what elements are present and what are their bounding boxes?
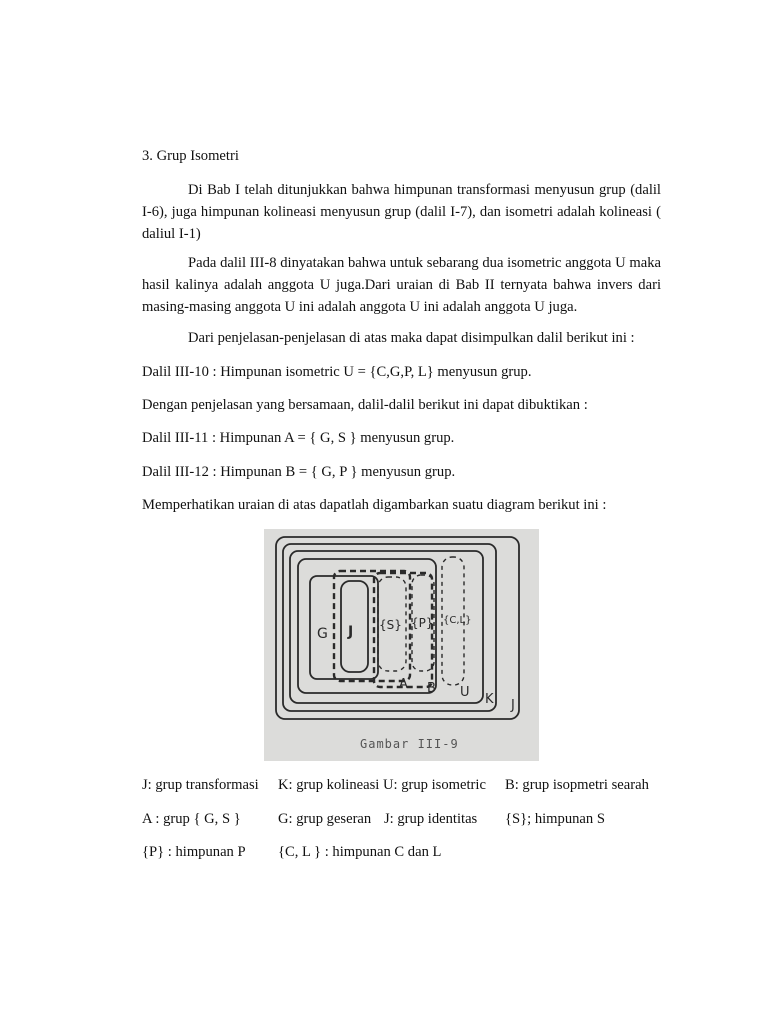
paragraph-3: Dari penjelasan-penjelasan di atas maka dapat disimpulkan dalil berikut ini : — [188, 330, 635, 346]
section-heading: 3. Grup Isometri — [142, 148, 239, 164]
dalil-III-11: Dalil III-11 : Himpunan A = { G, S } menyusun grup. — [142, 430, 455, 446]
legend-K-U: K: grup kolineasi U: grup isometric — [278, 777, 486, 793]
label-P: {P} — [411, 616, 434, 630]
figure-caption: Gambar III-9 — [360, 737, 459, 751]
label-U: U — [460, 685, 470, 700]
legend-G: G: grup geseran — [278, 811, 372, 827]
dalil-III-10: Dalil III-10 : Himpunan isometric U = {C,G,P, L} menyusun grup. — [142, 364, 532, 380]
label-J-inner: J — [348, 624, 354, 640]
label-B: B — [427, 681, 436, 696]
label-K: K — [485, 692, 494, 707]
label-S: {S} — [379, 618, 402, 632]
legend-A: A : grup { G, S } — [142, 811, 241, 827]
figure-gambar-III-9 — [264, 529, 539, 761]
nested-sets-diagram — [264, 529, 539, 761]
paragraph-5: Dengan penjelasan yang bersamaan, dalil-dalil berikut ini dapat dibuktikan : — [142, 397, 588, 413]
legend-J-identitas: J: grup identitas — [384, 811, 478, 827]
legend-J: J: grup transformasi — [142, 777, 259, 793]
legend-S: {S}; himpunan S — [505, 811, 605, 827]
legend-P: {P} : himpunan P — [142, 844, 246, 860]
label-J-outer: J — [511, 698, 515, 713]
set-J-inner — [341, 581, 368, 672]
paragraph-2: Pada dalil III-8 dinyatakan bahwa untuk sebarang dua isometric anggota U maka hasil kalinya adalah anggota U juga.Dari uraian di Bab II ternyata bahwa invers dari masing-masing anggota U ini adalah anggota U ini adalah anggota U juga. — [142, 255, 661, 315]
legend-B: B: grup isopmetri searah — [505, 777, 649, 793]
paragraph-1: Di Bab I telah ditunjukkan bahwa himpunan transformasi menyusun grup (dalil I-6), juga himpunan kolineasi menyusun grup (dalil I-7), dan isometri adalah kolineasi ( daliul I-1) — [142, 182, 661, 242]
label-A: A — [399, 677, 408, 692]
dalil-III-12: Dalil III-12 : Himpunan B = { G, P } menyusun grup. — [142, 464, 456, 480]
label-G: G — [317, 626, 328, 642]
legend-CL: {C, L } : himpunan C dan L — [278, 844, 442, 860]
paragraph-8: Memperhatikan uraian di atas dapatlah digambarkan suatu diagram berikut ini : — [142, 497, 607, 513]
label-CL: {C,L} — [443, 615, 472, 626]
